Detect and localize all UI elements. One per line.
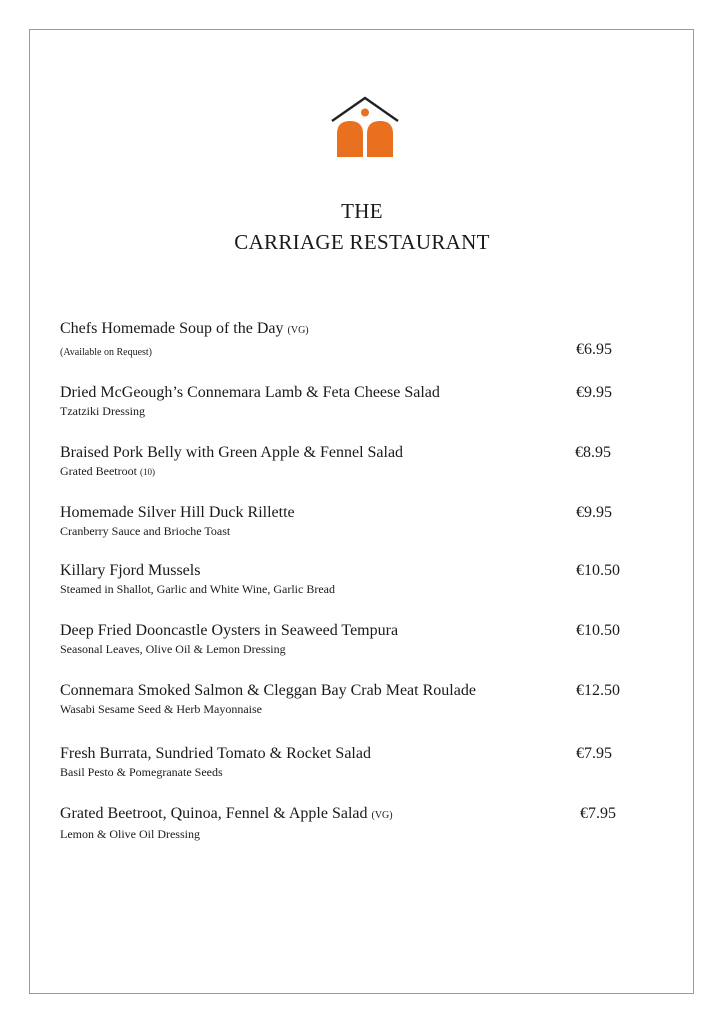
menu-item [60,622,398,656]
menu-item-price: €7.95 [576,745,612,762]
menu-item-description: Steamed in Shallot, Garlic and White Wine, Garlic Bread [60,582,335,596]
menu-item-price: €12.50 [576,682,620,699]
menu-item-price: €9.95 [576,384,612,401]
menu-item-name: Grated Beetroot, Quinoa, Fennel & Apple Salad (VG) [60,805,393,822]
menu-item-price: €9.95 [576,504,612,521]
menu-item [60,805,393,841]
menu-item-price: €6.95 [576,341,612,358]
menu-item-price: €10.50 [576,562,620,579]
menu-item-name: Killary Fjord Mussels [60,562,201,579]
logo-left-arch [337,121,363,157]
menu-item-name: Homemade Silver Hill Duck Rillette [60,504,295,521]
menu-item [60,384,440,418]
restaurant-logo-icon [331,96,399,158]
menu-item-description: Wasabi Sesame Seed & Herb Mayonnaise [60,702,262,716]
vegan-tag: (VG) [287,325,309,336]
menu-item [60,504,295,538]
menu-item-description: Grated Beetroot (10) [60,464,155,478]
logo-right-arch [367,121,393,157]
menu-item-name: Connemara Smoked Salmon & Cleggan Bay Crab Meat Roulade [60,682,476,699]
menu-item [60,745,371,779]
menu-item-description: Lemon & Olive Oil Dressing [60,827,200,841]
logo-dot [361,109,369,117]
menu-item-price: €10.50 [576,622,620,639]
menu-item-description: Tzatziki Dressing [60,404,145,418]
menu-item [60,320,309,360]
menu-item-description: Seasonal Leaves, Olive Oil & Lemon Dressing [60,642,286,656]
menu-item-name: Braised Pork Belly with Green Apple & Fennel Salad [60,444,404,461]
menu-item [60,562,335,596]
menu-item-name: Chefs Homemade Soup of the Day (VG) [60,320,309,337]
menu-item [60,682,476,716]
menu-item [60,444,403,479]
menu-item-name: Deep Fried Dooncastle Oysters in Seaweed Tempura [60,622,399,639]
menu-item-description: (Available on Request) [60,347,153,358]
menu-item-description: Basil Pesto & Pomegranate Seeds [60,765,223,779]
menu-item-price: €8.95 [575,444,611,461]
menu-item-name: Fresh Burrata, Sundried Tomato & Rocket Salad [60,745,371,762]
restaurant-title-line2: CARRIAGE RESTAURANT [234,230,490,254]
allergen-tag: (10) [139,467,155,477]
menu-item-price: €7.95 [580,805,616,822]
menu-item-name: Dried McGeough’s Connemara Lamb & Feta Cheese Salad [60,384,440,401]
restaurant-title-line1: THE [341,199,383,223]
menu-item-description: Cranberry Sauce and Brioche Toast [60,524,231,538]
vegan-tag: (VG) [371,810,393,821]
